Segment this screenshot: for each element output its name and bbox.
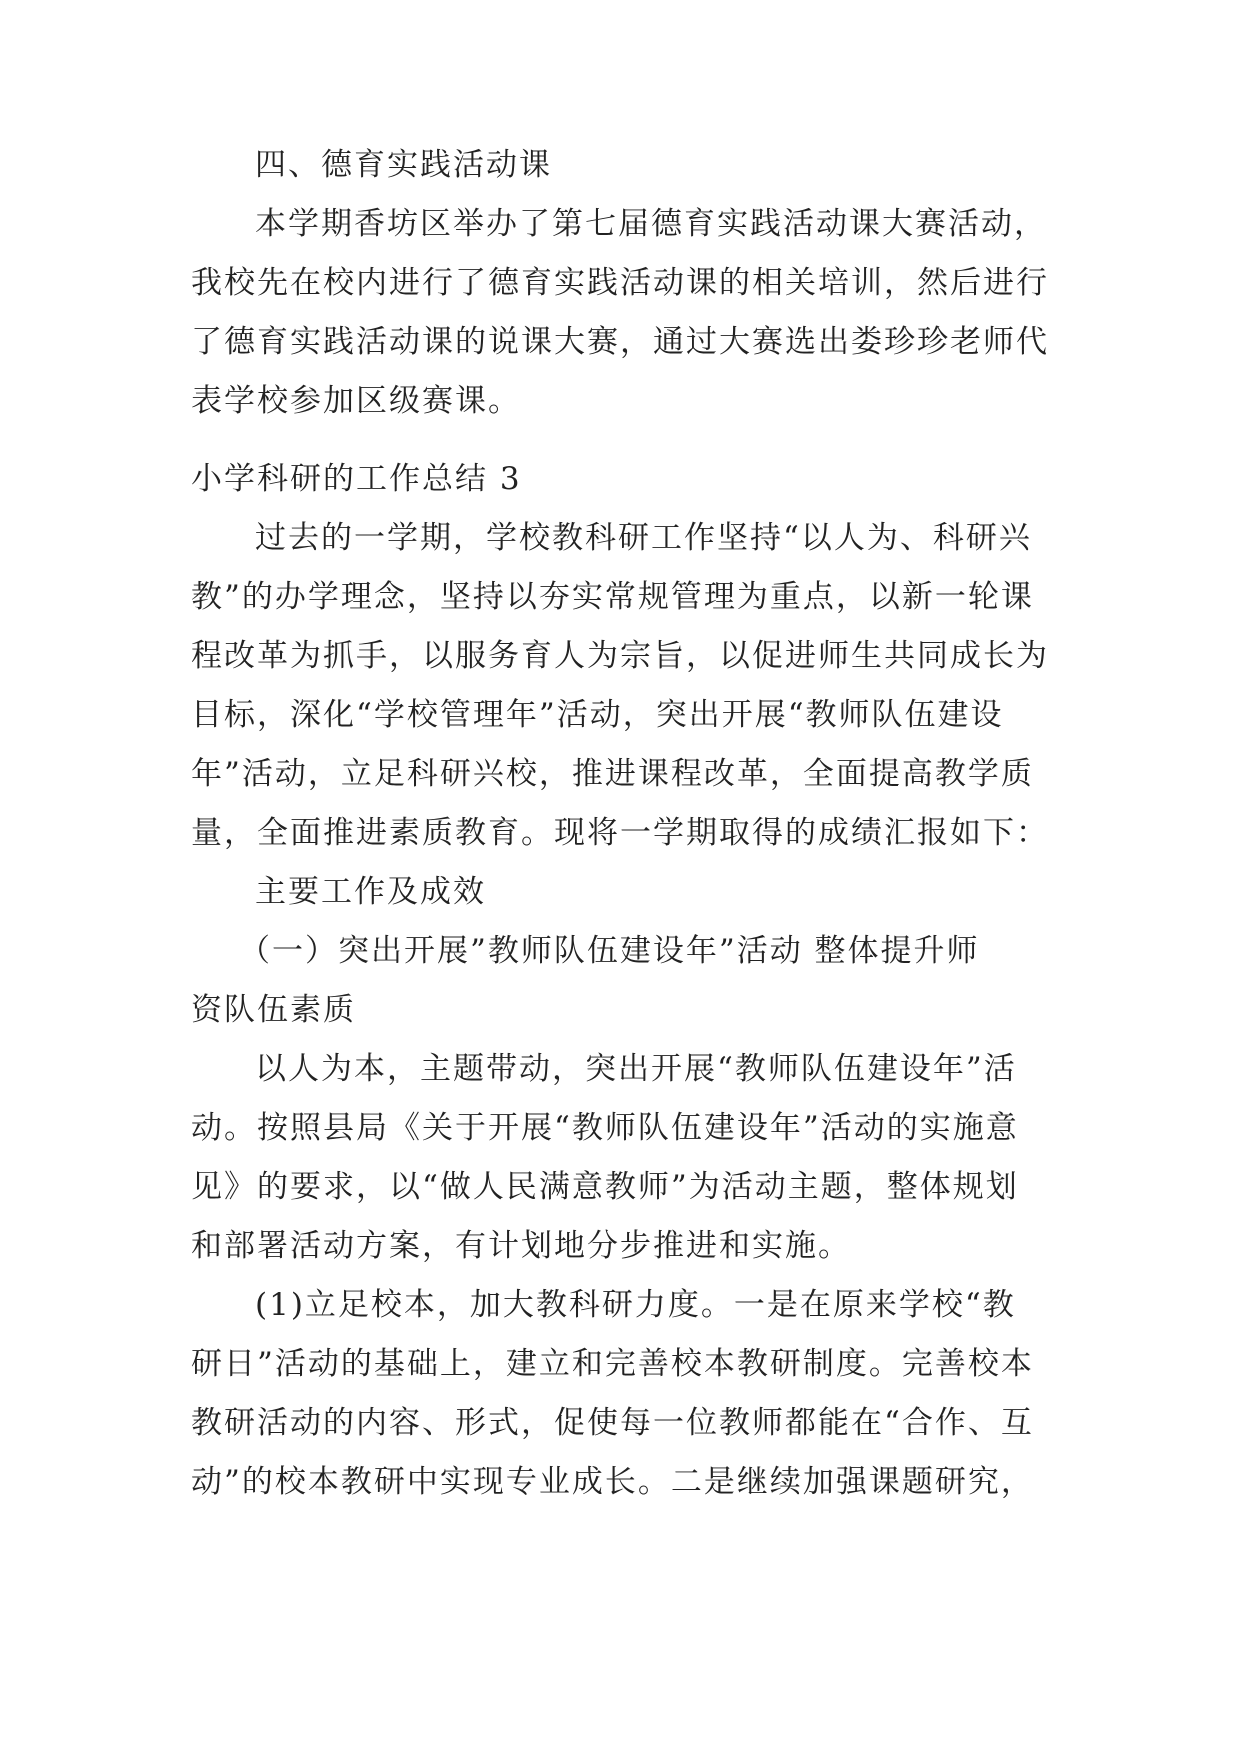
- paragraph-line: 程改革为抓手，以服务育人为宗旨，以促进师生共同成长为: [191, 638, 1049, 674]
- paragraph-line: 教”的办学理念，坚持以夯实常规管理为重点，以新一轮课: [191, 579, 1034, 615]
- paragraph-line: 和部署活动方案，有计划地分步推进和实施。: [191, 1228, 851, 1264]
- paragraph-line: (1)立足校本，加大教科研力度。一是在原来学校“教: [255, 1287, 1016, 1323]
- paragraph-line: 教研活动的内容、形式，促使每一位教师都能在“合作、互: [191, 1405, 1034, 1441]
- paragraph-line: 本学期香坊区举办了第七届德育实践活动课大赛活动，: [255, 206, 1047, 242]
- section-morality-practice: [191, 136, 1053, 431]
- paragraph-line: 动。按照县局《关于开展“教师队伍建设年”活动的实施意: [191, 1110, 1019, 1146]
- paragraph-line: 量，全面推进素质教育。现将一学期取得的成绩汇报如下：: [191, 815, 1049, 851]
- paragraph-line: 表学校参加区级赛课。: [191, 383, 521, 419]
- paragraph-line: 了德育实践活动课的说课大赛，通过大赛选出娄珍珍老师代: [191, 324, 1049, 360]
- paragraph-line: 我校先在校内进行了德育实践活动课的相关培训，然后进行: [191, 265, 1049, 301]
- section-subheading: 主要工作及成效: [255, 874, 486, 910]
- paragraph-line: 过去的一学期，学校教科研工作坚持“以人为、科研兴: [255, 520, 1032, 556]
- document-title: 小学科研的工作总结 3: [191, 461, 522, 497]
- paragraph-line: 年”活动，立足科研兴校，推进课程改革，全面提高教学质: [191, 756, 1034, 792]
- item-heading-line: 资队伍素质: [191, 992, 356, 1028]
- section-research-summary: [191, 450, 1053, 1512]
- item-heading-line: （一）突出开展”教师队伍建设年”活动 整体提升师: [239, 933, 980, 969]
- paragraph-line: 目标，深化“学校管理年”活动，突出开展“教师队伍建设: [191, 697, 1004, 733]
- paragraph-line: 见》的要求，以“做人民满意教师”为活动主题，整体规划: [191, 1169, 1019, 1205]
- section-heading: 四、德育实践活动课: [255, 147, 552, 183]
- paragraph-line: 研日”活动的基础上，建立和完善校本教研制度。完善校本: [191, 1346, 1034, 1382]
- paragraph-line: 以人为本，主题带动，突出开展“教师队伍建设年”活: [255, 1051, 1017, 1087]
- paragraph-line: 动”的校本教研中实现专业成长。二是继续加强课题研究，: [191, 1464, 1034, 1500]
